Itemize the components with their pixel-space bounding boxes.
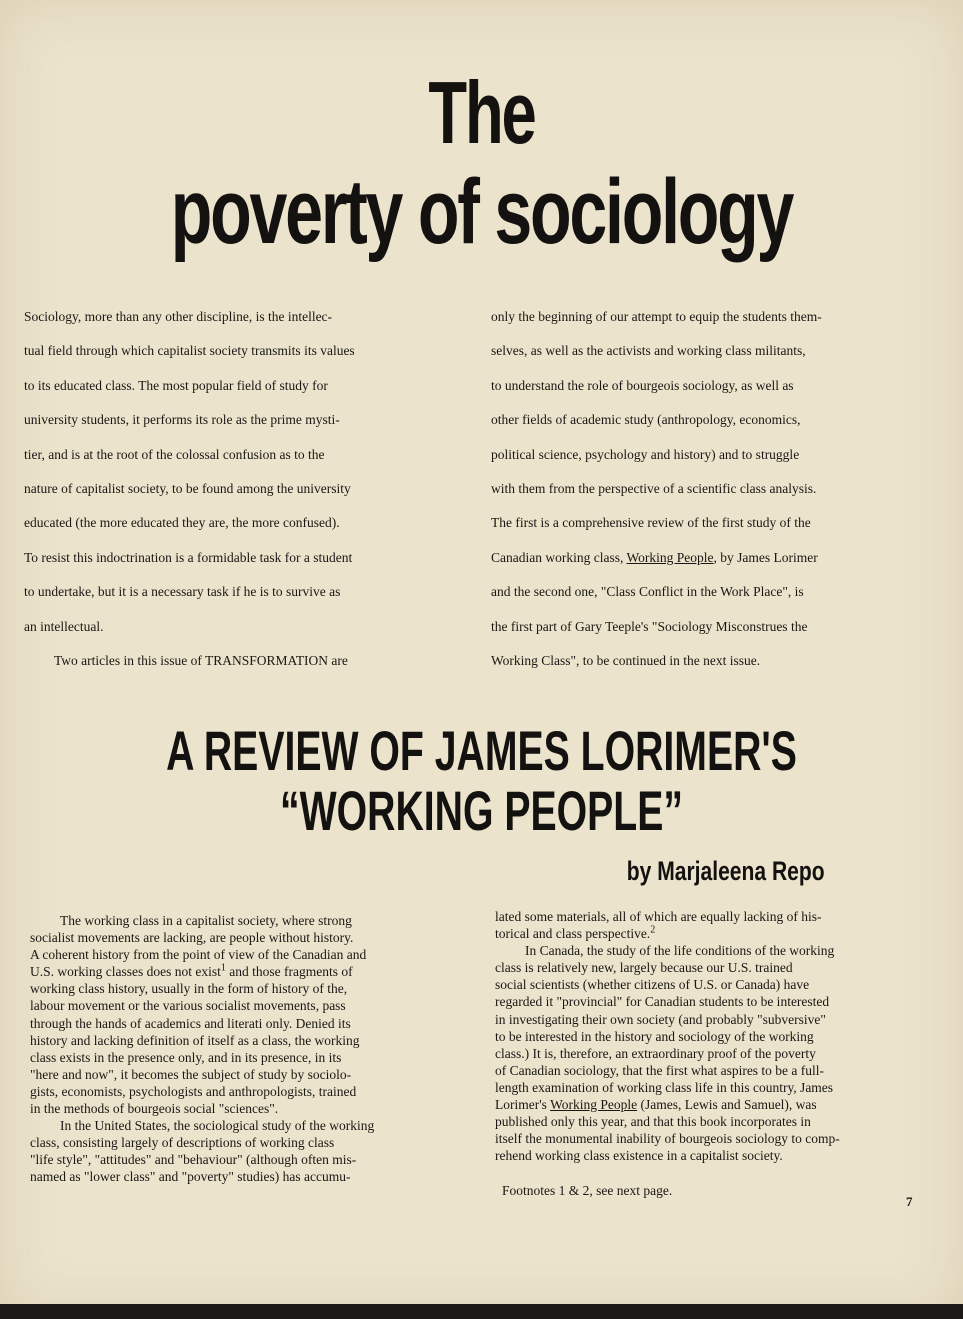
text-line: to its educated class. The most popular field of study for: [24, 377, 328, 393]
text-line: length examination of working class life in this country, James: [495, 1079, 834, 1095]
text-line: Two articles in this issue of TRANSFORMATION are: [54, 653, 348, 669]
text-line: in the methods of bourgeois social "sciences".: [30, 1101, 279, 1117]
footnote-note: Footnotes 1 & 2, see next page.: [502, 1183, 673, 1198]
title-line-2: poverty of sociology: [170, 161, 793, 263]
byline: by Marjaleena Repo: [627, 856, 825, 886]
text-line: Working Class", to be continued in the next issue.: [491, 653, 761, 669]
text-line: university students, it performs its role as the prime mysti-: [24, 412, 340, 428]
text-segment: Canadian working class,: [491, 549, 627, 565]
text-line: and the second one, "Class Conflict in the Work Place", is: [491, 584, 804, 600]
page-bottom-edge: [0, 1304, 963, 1319]
text-line: to undertake, but it is a necessary task if he is to survive as: [24, 584, 341, 600]
text-line: [491, 541, 911, 575]
text-line: named as "lower class" and "poverty" studies) has accumu-: [30, 1169, 351, 1185]
text-line: social scientists (whether citizens of U.S. or Canada) have: [495, 977, 810, 993]
text-line: nature of capitalist society, to be found among the university: [24, 481, 351, 497]
text-line: educated (the more educated they are, the more confused).: [24, 515, 340, 531]
text-line: A coherent history from the point of view of the Canadian and: [30, 947, 367, 963]
intro-right-column: [491, 300, 911, 678]
text-line: "here and now", it becomes the subject of study by sociolo-: [30, 1066, 352, 1082]
text-line: in investigating their own society (and probably "subversive": [495, 1011, 826, 1027]
article-body-right-column: [495, 908, 935, 1164]
text-line: only the beginning of our attempt to equip the students them-: [491, 309, 822, 324]
article-headline-line-2: “WORKING PEOPLE”: [280, 779, 683, 842]
text-line: In the United States, the sociological study of the working: [60, 1118, 375, 1134]
underlined-title: Working People: [626, 549, 714, 565]
page-number: 7: [906, 1194, 913, 1209]
footnote-marker: 2: [650, 924, 656, 936]
text-line: [30, 963, 455, 980]
text-line: [495, 925, 935, 942]
text-line: with them from the perspective of a scientific class analysis.: [491, 481, 817, 497]
text-line: published only this year, and that this book incorporates in: [495, 1114, 811, 1130]
text-segment: Lorimer's: [495, 1097, 551, 1113]
text-line: Sociology, more than any other discipline, is the intellec-: [24, 309, 333, 324]
text-line: history and lacking definition of itself as a class, the working: [30, 1032, 360, 1048]
text-line: selves, as well as the activists and working class militants,: [491, 343, 806, 359]
text-line: [495, 1096, 935, 1113]
text-segment: torical and class perspective.: [495, 926, 651, 942]
text-line: The working class in a capitalist society, where strong: [60, 913, 352, 928]
text-segment: and those fragments of: [225, 964, 353, 980]
text-line: regarded it "provincial" for Canadian students to be interested: [495, 994, 830, 1010]
text-line: labour movement or the various socialist movements, pass: [30, 998, 346, 1014]
text-line: of Canadian sociology, that the first what aspires to be a full-: [495, 1062, 825, 1078]
text-line: an intellectual.: [24, 618, 104, 634]
text-line: to understand the role of bourgeois sociology, as well as: [491, 377, 794, 393]
text-line: To resist this indoctrination is a formidable task for a student: [24, 549, 353, 565]
text-line: working class history, usually in the form of history of the,: [30, 981, 348, 997]
text-line: political science, psychology and history) and to struggle: [491, 446, 800, 462]
title-line-1: The: [428, 63, 535, 162]
text-line: rehend working class existence in a capitalist society.: [495, 1148, 783, 1164]
text-line: class is relatively new, largely because our U.S. trained: [495, 960, 793, 976]
intro-left-column: [24, 300, 444, 678]
text-line: In Canada, the study of the life conditions of the working: [525, 943, 835, 959]
article-headline-line-1: A REVIEW OF JAMES LORIMER'S: [166, 719, 797, 782]
text-line: tier, and is at the root of the colossal confusion as to the: [24, 446, 325, 462]
text-line: tual field through which capitalist society transmits its values: [24, 343, 355, 359]
text-segment: , by James Lorimer: [713, 549, 818, 565]
text-line: class exists in the presence only, and in its presence, in its: [30, 1049, 342, 1065]
article-body-left-column: [30, 912, 455, 1186]
text-line: through the hands of academics and literati only. Denied its: [30, 1015, 351, 1031]
footnote-marker: 1: [220, 962, 226, 974]
text-segment: U.S. working classes does not exist: [30, 964, 221, 980]
text-line: to be interested in the history and sociology of the working: [495, 1028, 814, 1044]
text-line: class.) It is, therefore, an extraordinary proof of the poverty: [495, 1045, 816, 1061]
underlined-title: Working People: [550, 1097, 638, 1113]
text-line: lated some materials, all of which are equally lacking of his-: [495, 909, 822, 924]
text-segment: (James, Lewis and Samuel), was: [637, 1097, 817, 1113]
text-line: socialist movements are lacking, are people without history.: [30, 930, 354, 946]
text-line: class, consisting largely of descriptions of working class: [30, 1135, 335, 1151]
text-line: gists, economists, psychologists and anthropologists, trained: [30, 1083, 357, 1099]
text-line: "life style", "attitudes" and "behaviour" (although often mis-: [30, 1152, 357, 1168]
text-line: other fields of academic study (anthropology, economics,: [491, 412, 801, 428]
text-line: itself the monumental inability of bourgeois sociology to comp-: [495, 1131, 840, 1147]
text-line: The first is a comprehensive review of the first study of the: [491, 515, 811, 531]
text-line: the first part of Gary Teeple's "Sociology Misconstrues the: [491, 618, 808, 634]
